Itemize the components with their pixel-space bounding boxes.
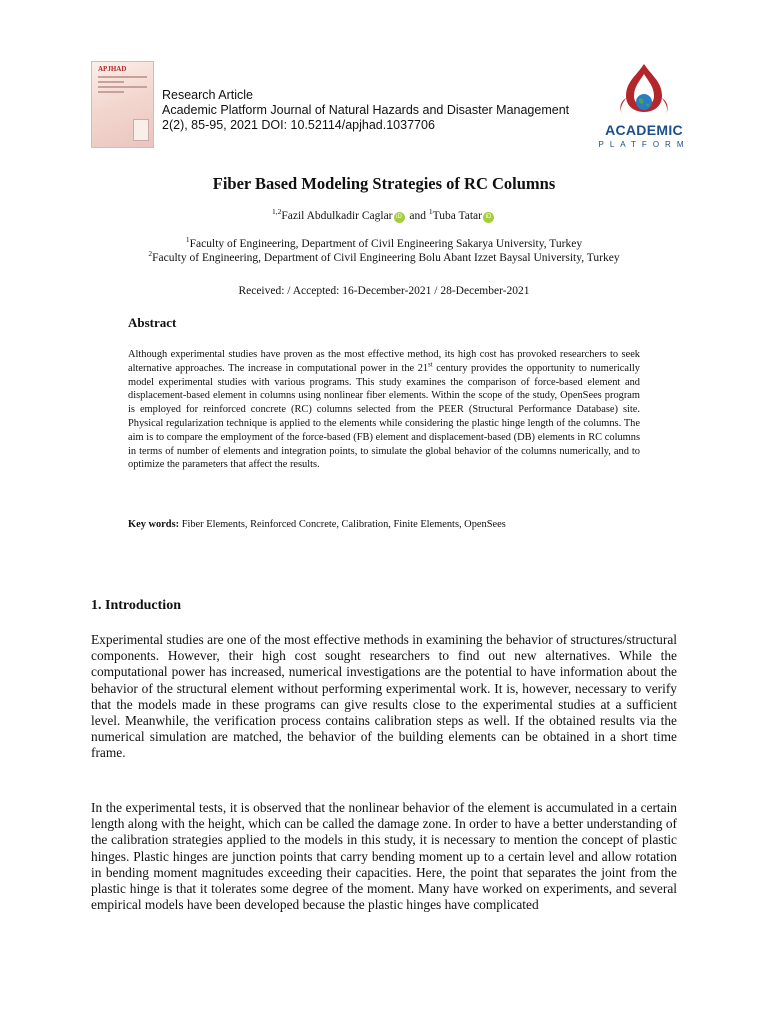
affiliation-1 — [0, 235, 768, 250]
author1-affiliation-marker: 1,2 — [272, 207, 282, 217]
cover-decoration — [98, 76, 147, 78]
affiliation-marker: 1 — [185, 235, 190, 245]
affiliation-2 — [0, 249, 768, 264]
keywords-text: Fiber Elements, Reinforced Concrete, Calibration, Finite Elements, OpenSees — [179, 519, 506, 530]
abstract-text: Although experimental studies have proven as the most effective method, its high cost has provoked researchers to seek alternative approaches. The increase in computational power in the 21 — [128, 349, 640, 374]
ordinal-suffix: st — [428, 361, 433, 369]
cover-decoration — [98, 86, 147, 88]
author-line — [0, 207, 768, 223]
cover-decoration — [98, 91, 124, 93]
received-dates: Received: / Accepted: 16-December-2021 / 28-December-2021 — [238, 285, 530, 297]
paragraph: In the experimental tests, it is observed that the nonlinear behavior of the element is accumulated in a certain length along with the height, which can be called the damage zone. In order to have a better understanding of the calibration strategies applied to the models in this study, it is necessary to mention the concept of plastic hinges. Plastic hinges are junction points that carry bending moment up to a certain level and allow rotation in bending moment magnitudes exceeding their capacities. Here, the point that separates the joint from the plastic hinge is that it tolerates some degree of the moment. Many have worked on experiments, and several empirical models have been developed because the plastic hinges have complicated — [91, 800, 677, 913]
paragraph: Experimental studies are one of the most effective methods in examining the behavior of structures/structural components. However, their high cost sought researchers to find out new alternatives. While the computational power has increased, numerical investigations are the potential to have information about the behavior of the structural element without performing experimental work. It is, however, necessary to verify that the models made in these programs can give results close to the experimental studies at a sufficient level. Meanwhile, the verification process contains calibration steps as well. If the obtained results via the numerical simulation are matched, the behavior of the building elements can be obtained in a short time frame. — [91, 632, 677, 761]
cover-decoration — [98, 81, 124, 83]
abstract-body — [128, 348, 640, 472]
logo-wordmark: ACADEMIC — [605, 122, 683, 138]
cover-stamp — [133, 119, 149, 141]
author1-name: Fazil Abdulkadir Caglar — [281, 210, 393, 222]
author2-name: Tuba Tatar — [432, 210, 482, 222]
logo-subtitle: PLATFORM — [598, 140, 690, 149]
paper-title: Fiber Based Modeling Strategies of RC Columns — [212, 174, 556, 193]
author2-affiliation-marker: 1 — [428, 207, 433, 217]
abstract-heading: Abstract — [128, 315, 177, 330]
affiliation-text: Faculty of Engineering, Department of Civil Engineering Sakarya University, Turkey — [189, 238, 583, 250]
article-type: Research Article — [162, 88, 254, 102]
affiliation-text: Faculty of Engineering, Department of Civil Engineering Bolu Abant Izzet Baysal University, Turkey — [152, 252, 620, 264]
author-connector: and — [406, 210, 429, 222]
section-heading: 1. Introduction — [91, 598, 181, 613]
journal-cover-image — [91, 61, 154, 148]
journal-name: Academic Platform Journal of Natural Hazards and Disaster Management — [162, 103, 570, 117]
journal-header — [162, 88, 569, 133]
keywords-label: Key words: — [128, 519, 180, 530]
keywords-line — [128, 519, 688, 530]
orcid-icon[interactable]: iD — [483, 212, 494, 223]
citation-doi: 2(2), 85-95, 2021 DOI: 10.52114/apjhad.1037706 — [162, 118, 435, 132]
abstract-text: century provides the opportunity to numerically model experimental studies with various programs. This study examines the comparison of force-based element and displacement-based element in columns using nonlinear fiber elements. Within the scope of the study, OpenSees program is employed for reinforced concrete (RC) columns selected from the PEER (Structural Performance Database) site. Physical regularization technique is applied to the elements while considering the plastic hinge length of the columns. The aim is to compare the employment of the force-based (FB) element and displacement-based (DB) elements in RC columns in terms of number of elements and integration points, to simulate the global behavior of the columns numerically, and to optimize the parameters that affect the results. — [128, 362, 640, 471]
orcid-icon[interactable]: iD — [394, 212, 405, 223]
cover-title: APJHAD — [98, 65, 127, 73]
affiliation-marker: 2 — [148, 249, 153, 259]
